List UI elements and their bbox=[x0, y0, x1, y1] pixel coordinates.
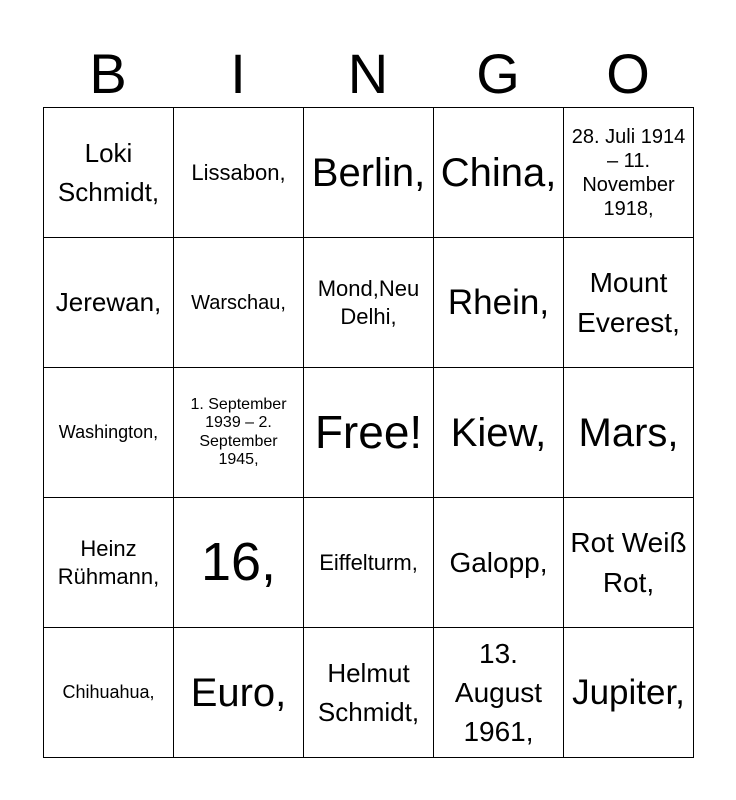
bingo-cell[interactable] bbox=[174, 498, 304, 628]
bingo-cell[interactable] bbox=[304, 368, 434, 498]
bingo-cell[interactable] bbox=[434, 498, 564, 628]
cell-text: Chihuahua, bbox=[62, 682, 155, 703]
free-space: Free! bbox=[314, 406, 423, 459]
cell-text: Galopp, bbox=[449, 546, 548, 578]
bingo-cell[interactable] bbox=[434, 238, 564, 368]
cell-text: Kiew, bbox=[450, 410, 547, 455]
bingo-board bbox=[43, 107, 694, 758]
cell-text: Mond,Neu Delhi, bbox=[317, 276, 420, 329]
bingo-cell[interactable] bbox=[44, 628, 174, 758]
cell-text: Washington, bbox=[58, 422, 159, 443]
header-letter-b: B bbox=[89, 42, 127, 105]
bingo-cell[interactable] bbox=[564, 498, 694, 628]
bingo-header bbox=[43, 40, 693, 108]
cell-text: Warschau, bbox=[191, 291, 286, 314]
bingo-cell[interactable] bbox=[304, 238, 434, 368]
bingo-cell[interactable] bbox=[434, 628, 564, 758]
cell-text: Jerewan, bbox=[55, 287, 162, 317]
bingo-cell[interactable] bbox=[174, 108, 304, 238]
bingo-cell[interactable] bbox=[174, 368, 304, 498]
bingo-cell[interactable] bbox=[304, 628, 434, 758]
header-letter-n: N bbox=[347, 42, 389, 105]
bingo-cell[interactable] bbox=[564, 238, 694, 368]
header-letter-i: I bbox=[230, 42, 246, 105]
cell-text: Mars, bbox=[578, 410, 679, 455]
bingo-cell[interactable] bbox=[434, 108, 564, 238]
cell-text: 16, bbox=[200, 531, 277, 592]
bingo-cell[interactable] bbox=[304, 108, 434, 238]
cell-text: 1. September 1939 – 2. September 1945, bbox=[190, 395, 287, 468]
header-letter-o: O bbox=[606, 42, 650, 105]
cell-text: Mount Everest, bbox=[577, 267, 680, 338]
cell-text: Euro, bbox=[190, 670, 287, 715]
bingo-cell[interactable] bbox=[564, 628, 694, 758]
cell-text: Eiffelturm, bbox=[319, 549, 418, 575]
cell-text: Rot Weiß Rot, bbox=[570, 527, 687, 598]
cell-text: Rhein, bbox=[447, 282, 550, 322]
cell-text: 28. Juli 1914 – 11. November 1918, bbox=[571, 125, 686, 220]
bingo-cell[interactable] bbox=[434, 368, 564, 498]
cell-text: Lissabon, bbox=[191, 159, 286, 185]
bingo-cell[interactable] bbox=[304, 498, 434, 628]
bingo-cell[interactable] bbox=[174, 238, 304, 368]
bingo-cell[interactable] bbox=[44, 238, 174, 368]
cell-text: Jupiter, bbox=[572, 672, 685, 712]
bingo-cell[interactable] bbox=[44, 498, 174, 628]
bingo-cell[interactable] bbox=[564, 108, 694, 238]
cell-text: China, bbox=[440, 150, 557, 195]
cell-text: 13. August 1961, bbox=[454, 637, 543, 748]
header-letter-g: G bbox=[476, 42, 520, 105]
cell-text: Berlin, bbox=[311, 150, 426, 195]
bingo-cell[interactable] bbox=[174, 628, 304, 758]
bingo-cell[interactable] bbox=[44, 108, 174, 238]
cell-text: Helmut Schmidt, bbox=[317, 657, 420, 727]
bingo-cell[interactable] bbox=[44, 368, 174, 498]
bingo-cell[interactable] bbox=[564, 368, 694, 498]
cell-text: Heinz Rühmann, bbox=[57, 536, 160, 589]
cell-text: Loki Schmidt, bbox=[57, 137, 160, 207]
